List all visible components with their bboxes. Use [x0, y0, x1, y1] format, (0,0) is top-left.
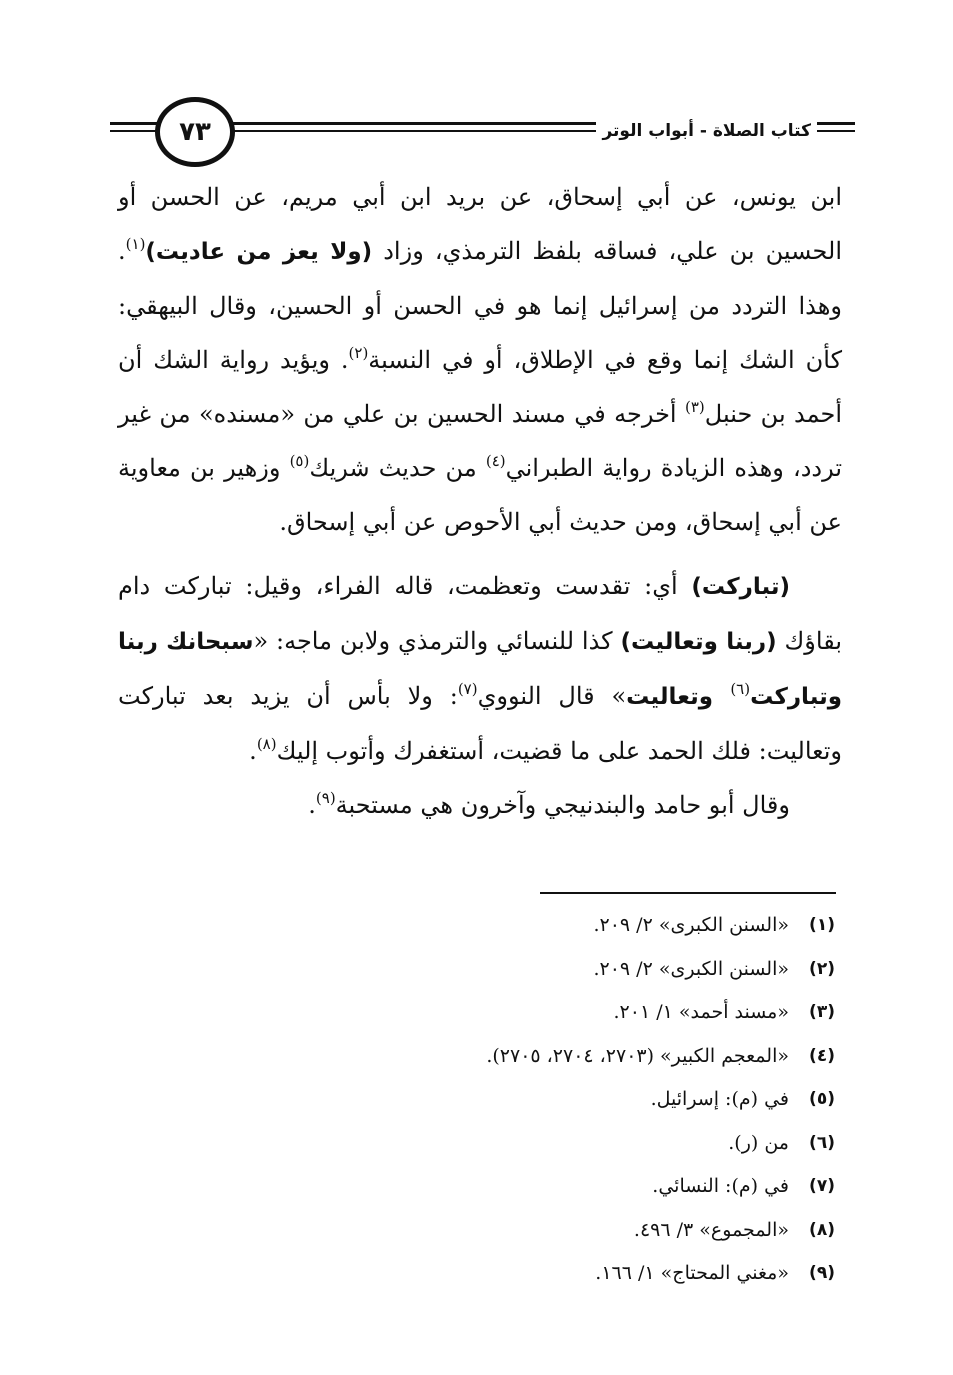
footnote-text: «مغني المحتاج» ١/ ١٦٦.: [595, 1262, 789, 1284]
text-run: » قال النووي: [477, 682, 627, 710]
footnote-number: (١): [809, 915, 835, 935]
footnote: [111, 991, 835, 1035]
bold-quote: (ولا يعز من عاديت): [145, 239, 373, 265]
text-run: كذا للنسائي والترمذي ولابن ماجه: «: [253, 627, 621, 655]
bold-quote: وتعاليت: [626, 684, 731, 710]
footnote-text: من (ر).: [728, 1131, 789, 1154]
running-title: كتاب الصلاة - أبواب الوتر: [596, 119, 817, 143]
bold-quote: (ربنا وتعاليت): [620, 629, 777, 655]
bold-quote: سبحانك ربنا وتباركت: [118, 629, 843, 710]
footnote-text: «مسند أحمد» ١/ ٢٠١.: [613, 1001, 789, 1023]
paragraph-1: [118, 170, 842, 549]
footnote: [111, 1035, 835, 1079]
footnote-number: (٢): [809, 958, 835, 979]
text-run: أخرجه في مسند الحسين بن علي من «مسنده» من غير تردد، وهذه الزيادة رواية الطبراني: [118, 400, 842, 482]
footnote-text: «السنن الكبرى» ٢/ ٢٠٩.: [593, 914, 789, 936]
main-text: [118, 170, 842, 832]
footnote-ref: (٣): [685, 398, 705, 416]
footnote-text: في (م): إسرائيل.: [650, 1088, 789, 1110]
footnote: [111, 1165, 835, 1209]
text-run: . ويؤيد رواية الشك أن أحمد بن حنبل: [118, 346, 843, 428]
bold-quote: (تباركت): [691, 574, 790, 600]
footnote-text: في (م): النسائي.: [652, 1175, 789, 1197]
footnote: [111, 904, 835, 948]
footnote-text: «المجموع» ٣/ ٤٩٦.: [633, 1218, 789, 1241]
footnote-ref: (٥): [289, 452, 310, 470]
footnotes: [111, 904, 835, 1296]
footnote-ref: (٦): [730, 680, 751, 698]
text-run: وزهير بن معاوية عن أبي إسحاق، ومن حديث أبي الأحوص عن أبي إسحاق.: [118, 454, 842, 536]
footnote-number: (٩): [809, 1263, 835, 1283]
text-run: .: [308, 791, 316, 819]
footnote-ref: (٨): [256, 735, 277, 753]
footnote-number: (٤): [809, 1045, 835, 1066]
footnote-number: (٨): [809, 1219, 835, 1240]
footnote-ref: (٢): [348, 344, 369, 362]
footnote-text: «المعجم الكبير» (٢٧٠٣، ٢٧٠٤، ٢٧٠٥).: [486, 1044, 789, 1067]
text-run: وقال أبو حامد والبندنيجي وآخرون هي مستحبة: [335, 791, 790, 819]
footnote-ref: (٧): [457, 680, 478, 698]
text-run: من حديث شريك: [309, 454, 486, 482]
page-number: ٧٣: [155, 97, 235, 167]
text-run: : ولا بأس أن يزيد بعد تباركت وتعاليت: فلك الحمد على ما قضيت، أستغفرك وأتوب إليك: [118, 682, 842, 765]
footnote-number: (٣): [809, 1002, 835, 1022]
footnote-number: (٥): [809, 1089, 835, 1109]
footnote-ref: (٤): [485, 452, 506, 470]
footnote: [111, 1209, 835, 1253]
footnote: [111, 1252, 835, 1296]
footnote-number: (٦): [809, 1132, 835, 1153]
footnote: [111, 1122, 835, 1166]
paragraph-3: [118, 778, 842, 832]
text-run: . وهذا التردد من إسرائيل إنما هو في الحسن أو الحسين، وقال البيهقي: كأن الشك إنما وقع في الإطلاق، أو في النسبة: [118, 237, 842, 374]
text-run: .: [249, 737, 257, 765]
text-run: أي: تقدست وتعظمت، قاله الفراء، وقيل: تباركت دام بقاؤك: [118, 572, 843, 655]
footnote-separator: [540, 892, 836, 894]
footnote-ref: (٩): [315, 789, 336, 807]
footnote: [111, 948, 835, 992]
footnote-number: (٧): [809, 1176, 835, 1196]
paragraph-2: [118, 559, 842, 778]
footnote-ref: (١): [125, 235, 146, 253]
page-header: [110, 92, 855, 172]
text-run: ابن يونس، عن أبي إسحاق، عن بريد ابن أبي مريم، عن الحسن أو الحسين بن علي، فساقه بلفظ الترمذي، وزاد: [118, 183, 843, 265]
footnote-text: «السنن الكبرى» ٢/ ٢٠٩.: [593, 957, 789, 980]
footnote: [111, 1078, 835, 1122]
